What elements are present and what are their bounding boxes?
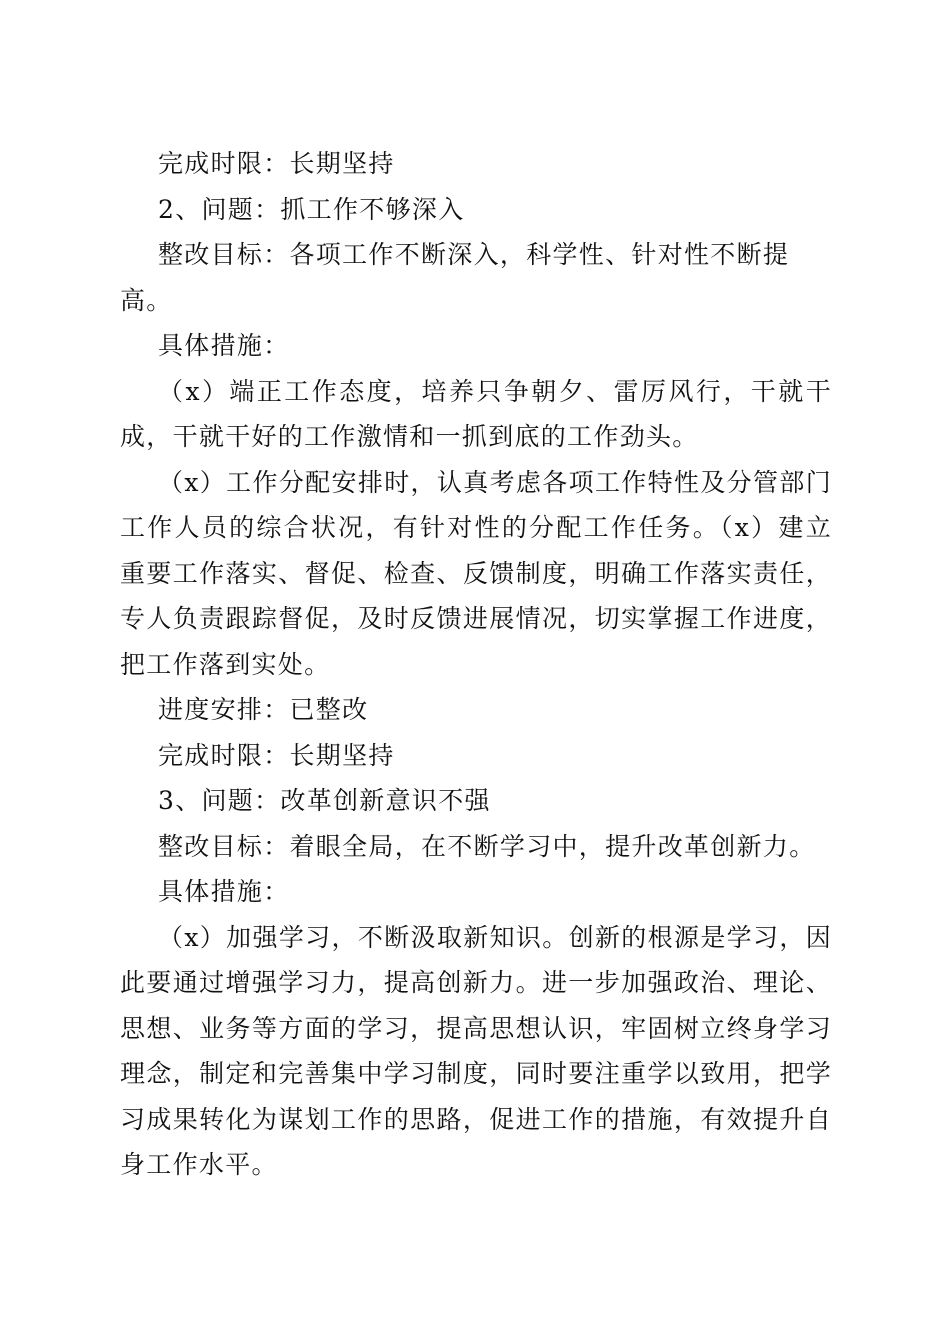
paragraph-goal-3: 整改目标：着眼全局，在不断学习中，提升改革创新力。: [158, 831, 816, 861]
paragraph-measure-2b: （x）工作分配安排时，认真考虑各项工作特性及分管部门工作人员的综合状况，有针对性的分配工作任务。（x）建立重要工作落实、督促、检查、反馈制度，明确工作落实责任，专人负责跟踪督促，及时反馈进展情况，切实掌握工作进度，把工作落到实处。: [120, 467, 832, 679]
paragraph-issue-2: 2、问题：抓工作不够深入: [158, 194, 465, 224]
document-body: [120, 141, 832, 1188]
paragraph-progress-2: 进度安排：已整改: [158, 695, 369, 724]
paragraph-measures-heading-3: 具体措施：: [158, 877, 290, 906]
paragraph-measures-heading-2: 具体措施：: [158, 331, 290, 360]
paragraph-issue-3: 3、问题：改革创新意识不强: [158, 786, 491, 815]
paragraph-goal-2: 整改目标：各项工作不断深入，科学性、针对性不断提高。: [120, 240, 790, 315]
paragraph-measure-2a: （x）端正工作态度，培养只争朝夕、雷厉风行，干就干成，干就干好的工作激情和一抓到底的工作劲头。: [120, 376, 832, 451]
paragraph-deadline-2: 完成时限：长期坚持: [158, 740, 395, 770]
paragraph-deadline-1: 完成时限：长期坚持: [158, 149, 395, 178]
paragraph-measure-3a: （x）加强学习，不断汲取新知识。创新的根源是学习，因此要通过增强学习力，提高创新力。进一步加强政治、理论、思想、业务等方面的学习，提高思想认识，牢固树立终身学习理念，制定和完善集中学习制度，同时要注重学以致用，把学习成果转化为谋划工作的思路，促进工作的措施，有效提升自身工作水平。: [120, 922, 832, 1179]
